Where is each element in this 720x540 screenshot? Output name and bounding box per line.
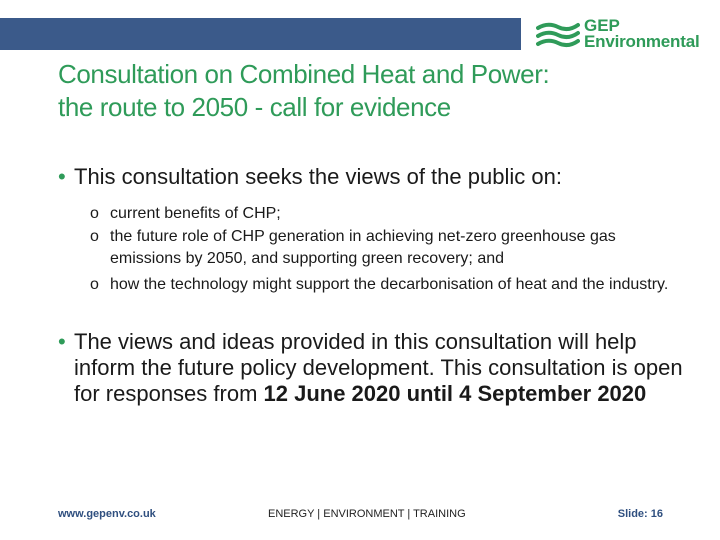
bullet-dot-icon: • — [58, 164, 66, 189]
sub-item-2-text: the future role of CHP generation in achieving net-zero greenhouse gas emissions by 2050, and supporting green recovery; and — [110, 228, 616, 267]
bullet-2-text — [58, 329, 688, 407]
sub-item-1 — [90, 203, 680, 225]
logo-line-2: Environmental — [584, 32, 700, 51]
sub-bullet-icon: o — [90, 205, 99, 222]
bullet-1-text: This consultation seeks the views of the public on: — [74, 164, 562, 189]
sub-item-3-text: how the technology might support the decarbonisation of heat and the industry. — [110, 276, 669, 293]
footer-website-link[interactable]: www.gepenv.co.uk — [58, 508, 156, 520]
slide-number: Slide: 16 — [617, 508, 663, 520]
bullet-dot-icon: • — [58, 329, 66, 354]
logo-line-1: GEP — [584, 16, 620, 35]
bullet-2-text-regular: The views and ideas provided in this consultation will help inform the future policy development. This consultation is open for responses from — [74, 329, 683, 406]
bullet-1 — [58, 164, 688, 190]
sub-bullet-icon: o — [90, 228, 99, 245]
logo-waves-icon — [536, 20, 580, 50]
sub-item-2 — [90, 226, 680, 270]
company-logo — [536, 18, 716, 54]
bullet-2 — [58, 329, 688, 407]
header-bar — [0, 18, 521, 50]
bullet-2-dates: 12 June 2020 until 4 September 2020 — [263, 381, 647, 406]
sub-bullet-icon: o — [90, 276, 99, 293]
sub-item-3 — [90, 274, 680, 296]
title-line-1: Consultation on Combined Heat and Power: — [58, 59, 550, 89]
sub-item-1-text: current benefits of CHP; — [110, 205, 281, 222]
title-line-2: the route to 2050 - call for evidence — [58, 92, 451, 122]
footer-tagline: ENERGY | ENVIRONMENT | TRAINING — [268, 508, 466, 520]
slide-title — [58, 58, 678, 124]
